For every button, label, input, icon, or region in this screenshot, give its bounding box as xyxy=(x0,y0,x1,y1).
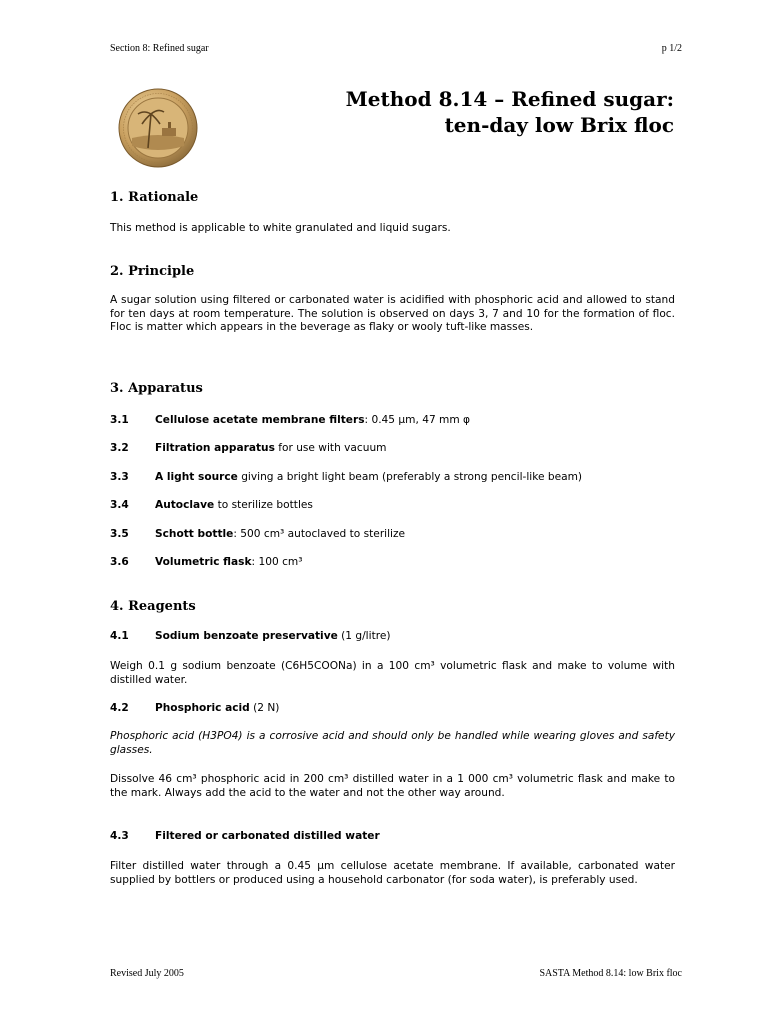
document-title xyxy=(346,86,674,138)
item-detail: (1 g/litre) xyxy=(337,630,391,642)
item-number: 3.2 xyxy=(110,442,129,454)
heading-reagents: 4. Reagents xyxy=(110,599,196,614)
item-number: 3.4 xyxy=(110,499,129,511)
item-name: Volumetric flask xyxy=(155,556,252,568)
title-line-2: ten-day low Brix floc xyxy=(444,113,674,137)
item-detail: : 0.45 µm, 47 mm φ xyxy=(364,414,471,426)
reagent-text: Dissolve 46 cm³ phosphoric acid in 200 cm³ distilled water in a 1 000 cm³ volumetric flask and make to the mark. Always add the acid to the water and not the other way around. xyxy=(110,773,675,799)
item-number: 3.6 xyxy=(110,556,129,568)
item-number: 4.1 xyxy=(110,630,129,642)
item-name: Sodium benzoate preservative xyxy=(155,630,338,642)
item-name: Phosphoric acid xyxy=(155,702,250,714)
safety-warning: Phosphoric acid (H3PO4) is a corrosive acid and should only be handled while wearing gloves and safety glasses. xyxy=(110,730,675,756)
running-header-page: p 1/2 xyxy=(661,43,682,54)
footer-revised: Revised July 2005 xyxy=(110,968,184,979)
item-name: A light source xyxy=(155,471,238,483)
item-number: 3.3 xyxy=(110,471,129,483)
item-detail: for use with vacuum xyxy=(274,442,387,454)
heading-principle: 2. Principle xyxy=(110,264,195,279)
item-name: Filtration apparatus xyxy=(155,442,275,454)
reagent-text: Weigh 0.1 g sodium benzoate (C6H5COONa) in a 100 cm³ volumetric flask and make to volume with distilled water. xyxy=(110,660,675,686)
running-header-section: Section 8: Refined sugar xyxy=(110,43,209,54)
item-detail: (2 N) xyxy=(249,702,280,714)
item-detail: giving a bright light beam (preferably a strong pencil-like beam) xyxy=(237,471,583,483)
reagent-text: Filter distilled water through a 0.45 µm cellulose acetate membrane. If available, carbonated water supplied by bottlers or produced using a household carbonator (for soda water), is preferably used. xyxy=(110,860,675,886)
item-detail: to sterilize bottles xyxy=(214,499,313,511)
title-line-1: Method 8.14 – Refined sugar: xyxy=(345,87,674,111)
item-number: 4.3 xyxy=(110,830,129,842)
item-name: Filtered or carbonated distilled water xyxy=(155,830,380,842)
item-name: Cellulose acetate membrane filters xyxy=(155,414,365,426)
item-name: Schott bottle xyxy=(155,528,234,540)
item-detail: : 500 cm³ autoclaved to sterilize xyxy=(233,528,406,540)
item-number: 3.5 xyxy=(110,528,129,540)
item-number: 3.1 xyxy=(110,414,129,426)
item-detail: : 100 cm³ xyxy=(251,556,303,568)
heading-rationale: 1. Rationale xyxy=(110,190,199,205)
item-name: Autoclave xyxy=(155,499,215,511)
heading-apparatus: 3. Apparatus xyxy=(110,381,203,396)
rationale-text: This method is applicable to white granulated and liquid sugars. xyxy=(110,222,451,234)
sasta-seal-icon xyxy=(118,88,198,168)
principle-text: A sugar solution using filtered or carbonated water is acidified with phosphoric acid and allowed to stand for ten days at room temperature. The solution is observed on days 3, 7 and 10 for the formation of floc. Floc is matter which appears in the beverage as flaky or wooly tuft-like masses. xyxy=(110,294,675,334)
item-number: 4.2 xyxy=(110,702,129,714)
footer-method: SASTA Method 8.14: low Brix floc xyxy=(539,968,682,979)
